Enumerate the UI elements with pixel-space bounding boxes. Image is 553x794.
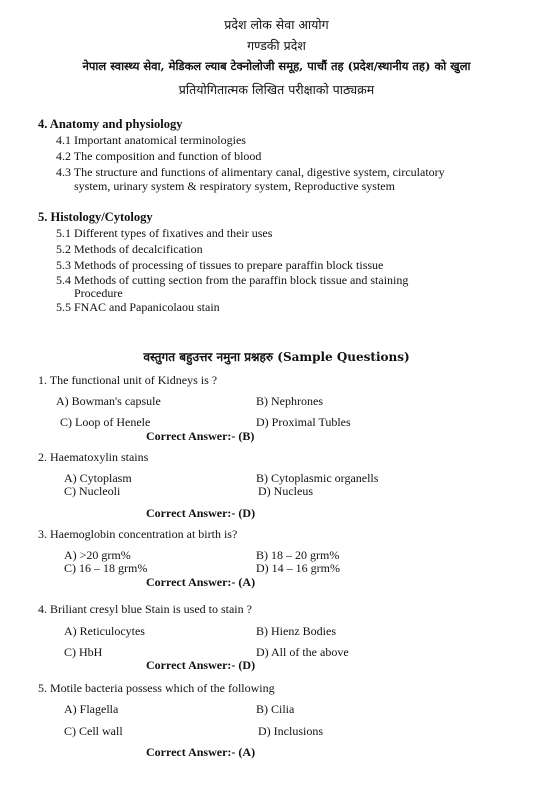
correct-answer: Correct Answer:- (A) — [146, 745, 256, 759]
option-b: B) Cilia — [256, 702, 295, 716]
correct-answer: Correct Answer:- (D) — [146, 506, 256, 520]
option-c: C) Nucleoli — [64, 484, 121, 498]
option-a: A) Cytoplasm — [64, 471, 132, 485]
option-d: D) Proximal Tubles — [256, 415, 351, 429]
question-text: 5. Motile bacteria possess which of the following — [38, 681, 275, 695]
option-c: C) Cell wall — [64, 724, 123, 738]
section-item-continuation: Procedure — [74, 286, 123, 300]
section-title: 5. Histology/Cytology — [38, 210, 153, 224]
option-a: A) >20 grm% — [64, 548, 131, 562]
header-commission: प्रदेश लोक सेवा आयोग — [224, 17, 329, 32]
option-b: B) Nephrones — [256, 394, 323, 408]
section-item: 4.3 The structure and functions of alimentary canal, digestive system, circulatory — [56, 165, 445, 179]
option-d: D) 14 – 16 grm% — [256, 561, 340, 575]
option-b: B) Hienz Bodies — [256, 624, 336, 638]
option-c: C) HbH — [64, 645, 103, 659]
question-text: 2. Haematoxylin stains — [38, 450, 149, 464]
section-item: 5.3 Methods of processing of tissues to prepare paraffin block tissue — [56, 258, 384, 272]
option-b: B) Cytoplasmic organells — [256, 471, 379, 485]
question-text: 3. Haemoglobin concentration at birth is? — [38, 527, 238, 541]
section-item-continuation: system, urinary system & respiratory system, Reproductive system — [74, 179, 395, 193]
option-d: D) All of the above — [256, 645, 349, 659]
section-title: 4. Anatomy and physiology — [38, 117, 183, 131]
correct-answer: Correct Answer:- (D) — [146, 658, 256, 672]
section-item: 5.1 Different types of fixatives and their uses — [56, 226, 273, 240]
option-c: C) 16 – 18 grm% — [64, 561, 148, 575]
section-item: 5.2 Methods of decalcification — [56, 242, 203, 256]
option-a: A) Reticulocytes — [64, 624, 145, 638]
section-item: 4.1 Important anatomical terminologies — [56, 133, 246, 147]
sample-questions-heading: वस्तुगत बहुउत्तर नमुना प्रश्नहरु (Sample Questions) — [143, 350, 410, 364]
correct-answer: Correct Answer:- (A) — [146, 575, 256, 589]
option-a: A) Flagella — [64, 702, 119, 716]
section-item: 4.2 The composition and function of blood — [56, 149, 262, 163]
header-syllabus: प्रतियोगितात्मक लिखित परीक्षाको पाठ्यक्रम — [178, 82, 375, 97]
option-a: A) Bowman's capsule — [56, 394, 161, 408]
option-b: B) 18 – 20 grm% — [256, 548, 340, 562]
question-text: 1. The functional unit of Kidneys is ? — [38, 373, 218, 387]
option-d: D) Inclusions — [258, 724, 323, 738]
option-c: C) Loop of Henele — [60, 415, 151, 429]
header-service: नेपाल स्वास्थ्य सेवा, मेडिकल ल्याब टेक्नोलोजी समूह, पाचौं तह (प्रदेश/स्थानीय तह) को खुला — [82, 59, 471, 73]
section-item: 5.4 Methods of cutting section from the paraffin block tissue and staining — [56, 273, 409, 287]
correct-answer: Correct Answer:- (B) — [146, 429, 255, 443]
question-text: 4. Briliant cresyl blue Stain is used to stain ? — [38, 602, 252, 616]
option-d: D) Nucleus — [258, 484, 313, 498]
section-item: 5.5 FNAC and Papanicolaou stain — [56, 300, 220, 314]
header-province: गण्डकी प्रदेश — [247, 38, 306, 53]
